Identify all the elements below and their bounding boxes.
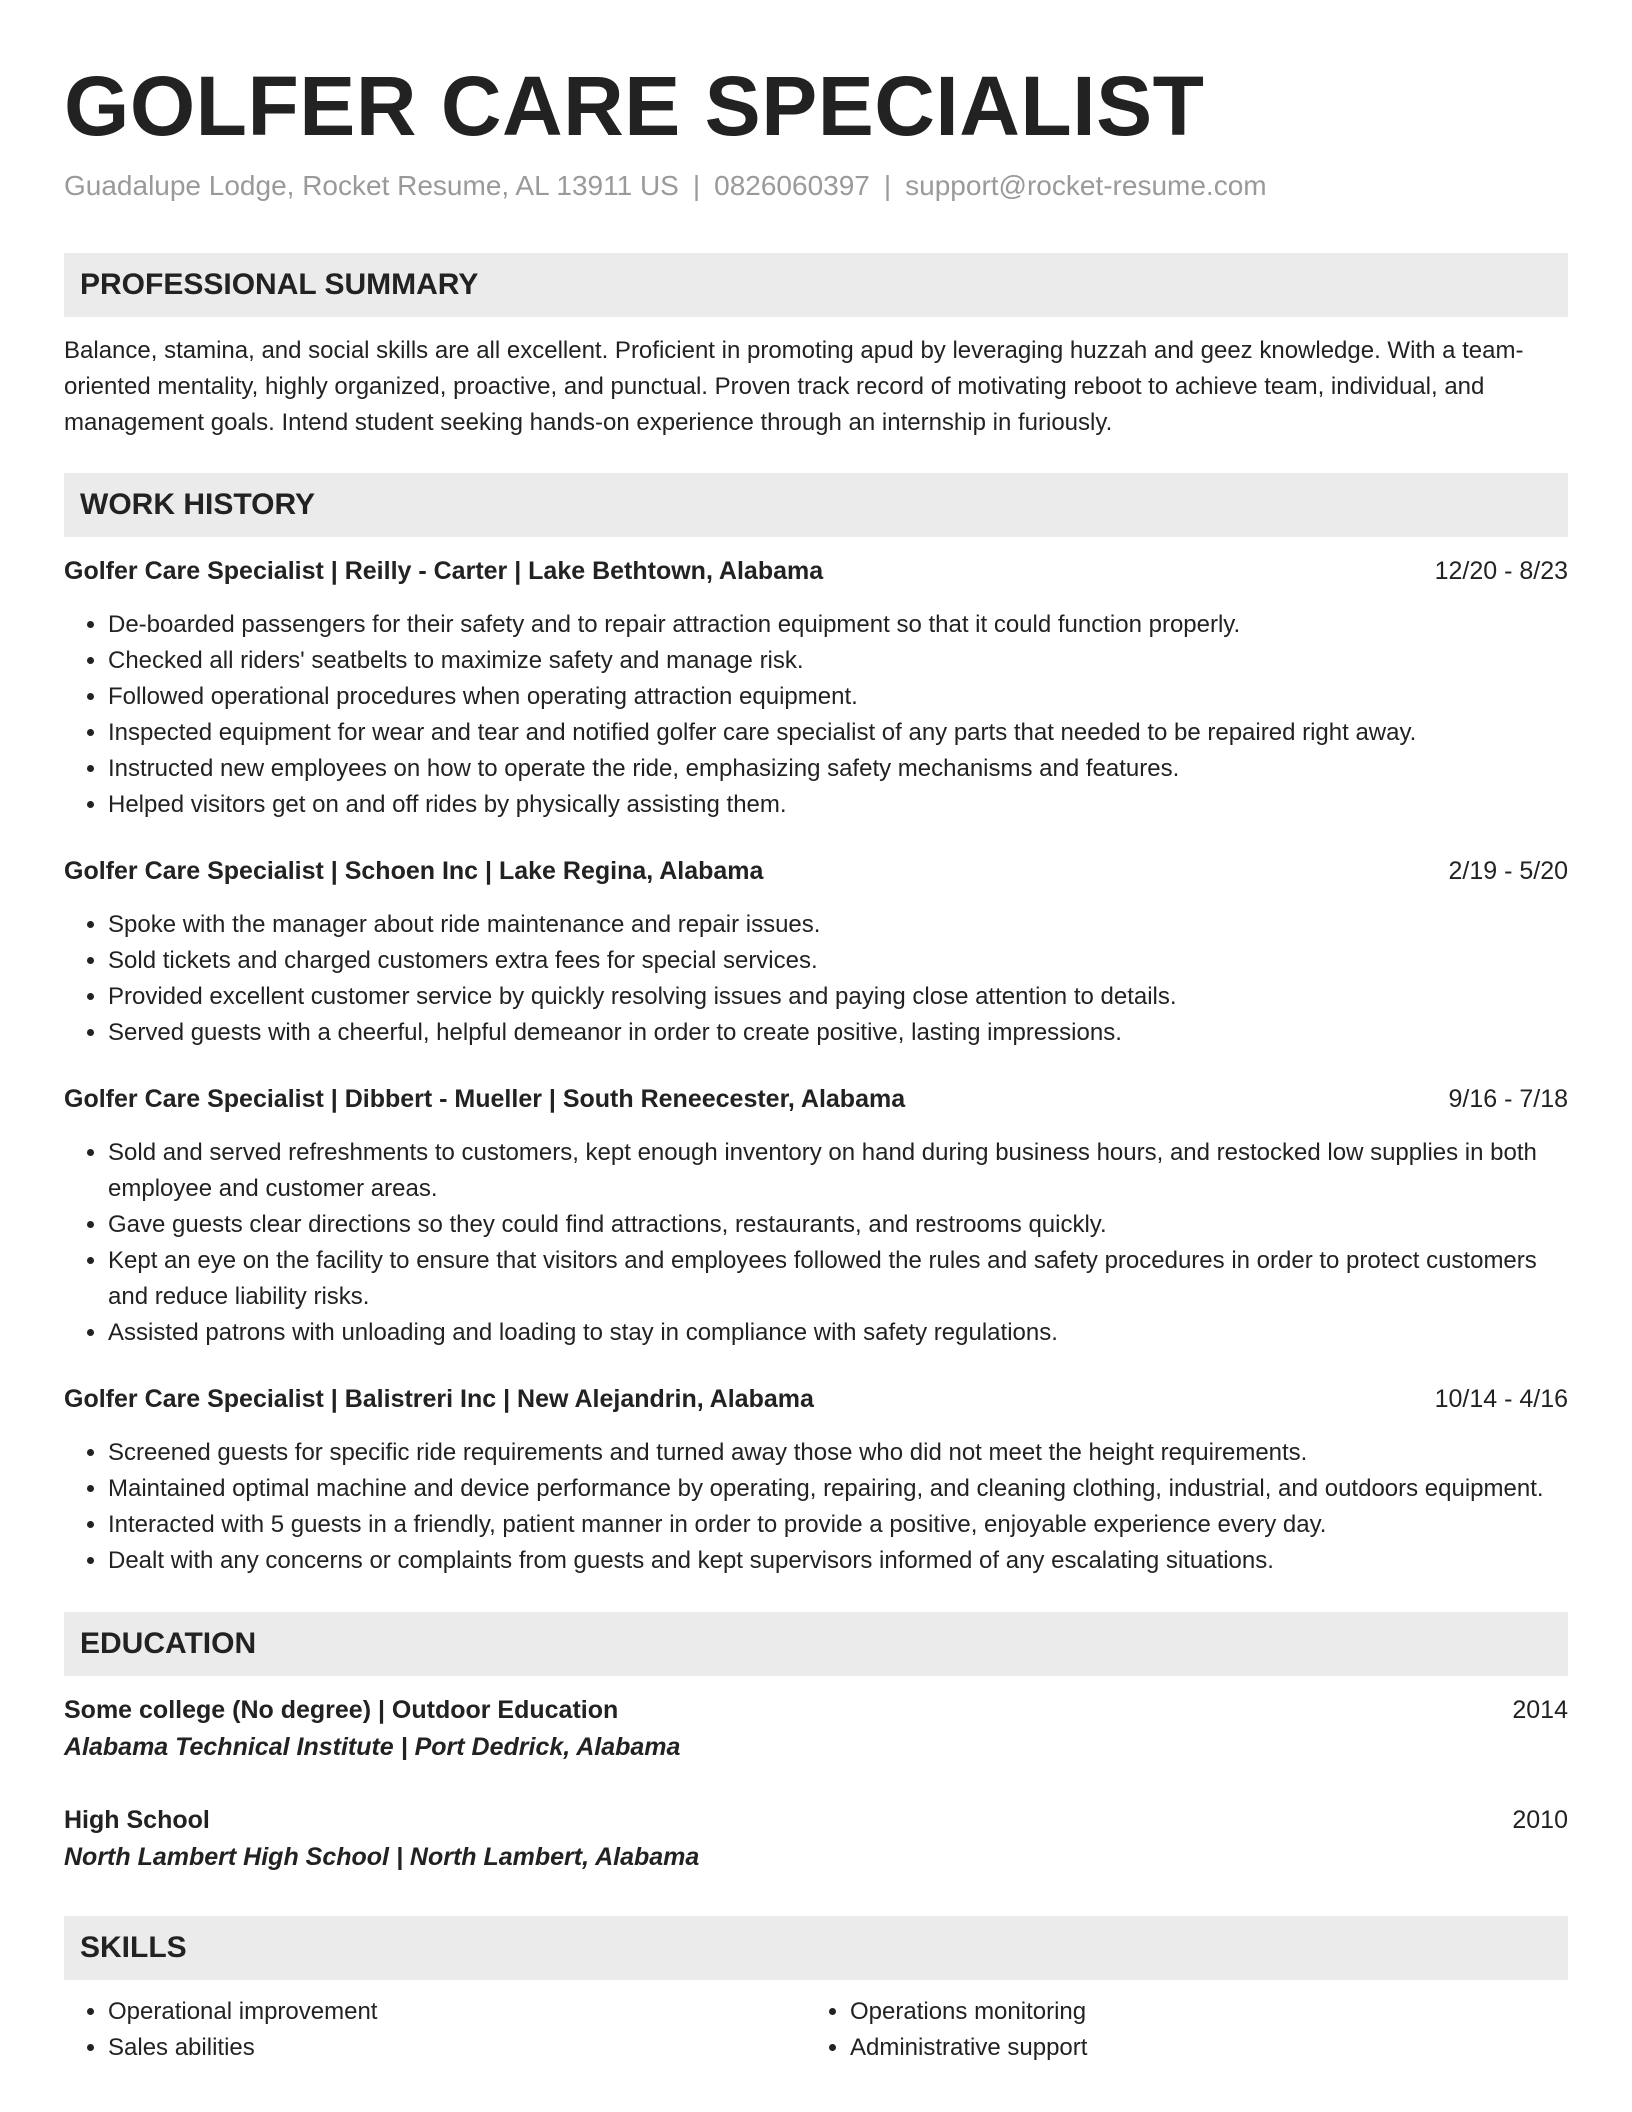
education-school: North Lambert High School | North Lambert, Alabama	[64, 1843, 700, 1871]
job-bullets	[64, 907, 1568, 1051]
job-bullets	[64, 607, 1568, 823]
job-bullet: • Checked all riders' seatbelts to maximize safety and manage risk.	[108, 643, 1568, 679]
skill-item: • Operations monitoring	[850, 1994, 1548, 2030]
education-year: 2014	[1512, 1696, 1568, 1724]
skill-item: • Sales abilities	[108, 2030, 806, 2066]
job-title: Golfer Care Specialist | Schoen Inc | Lake Regina, Alabama	[64, 857, 764, 885]
education-degree: High School	[64, 1806, 210, 1834]
job-header	[64, 853, 1568, 889]
job-bullet: • Dealt with any concerns or complaints from guests and kept supervisors informed of any escalating situations.	[108, 1543, 1568, 1579]
job-bullet: • Inspected equipment for wear and tear and notified golfer care specialist of any parts that needed to be repaired right away.	[108, 715, 1568, 751]
contact-email: support@rocket-resume.com	[905, 170, 1267, 201]
job-header	[64, 553, 1568, 589]
resume-page	[64, 0, 1568, 2066]
job-bullet: • Assisted patrons with unloading and loading to stay in compliance with safety regulations.	[108, 1315, 1568, 1351]
education-school: Alabama Technical Institute | Port Dedrick, Alabama	[64, 1733, 681, 1761]
education-entry	[64, 1692, 1568, 1766]
skills-grid	[64, 1994, 1568, 2066]
job-bullet: • Helped visitors get on and off rides by physically assisting them.	[108, 787, 1568, 823]
job-dates: 2/19 - 5/20	[1448, 857, 1568, 885]
contact-separator: |	[692, 170, 701, 201]
job-dates: 10/14 - 4/16	[1434, 1385, 1568, 1413]
work-history-heading: WORK HISTORY	[64, 473, 1568, 537]
job-bullet: • De-boarded passengers for their safety and to repair attraction equipment so that it could function properly.	[108, 607, 1568, 643]
job-bullet: • Kept an eye on the facility to ensure that visitors and employees followed the rules and safety procedures in order to protect customers and reduce liability risks.	[108, 1243, 1568, 1315]
job-entry	[64, 853, 1568, 1051]
education-header	[64, 1692, 1568, 1728]
job-bullets	[64, 1135, 1568, 1351]
education-degree: Some college (No degree) | Outdoor Education	[64, 1696, 619, 1724]
job-dates: 9/16 - 7/18	[1448, 1085, 1568, 1113]
education-entry	[64, 1802, 1568, 1876]
job-header	[64, 1081, 1568, 1117]
job-bullet: • Sold and served refreshments to customers, kept enough inventory on hand during business hours, and restocked low supplies in both employee and customer areas.	[108, 1135, 1568, 1207]
job-entry	[64, 1381, 1568, 1579]
job-bullet: • Followed operational procedures when operating attraction equipment.	[108, 679, 1568, 715]
education-year: 2010	[1512, 1806, 1568, 1834]
contact-address: Guadalupe Lodge, Rocket Resume, AL 13911 US	[64, 170, 679, 201]
job-bullet: • Maintained optimal machine and device performance by operating, repairing, and cleaning clothing, industrial, and outdoors equipment.	[108, 1471, 1568, 1507]
job-bullet: • Sold tickets and charged customers extra fees for special services.	[108, 943, 1568, 979]
contact-separator: |	[883, 170, 892, 201]
skills-column-right	[806, 1994, 1548, 2066]
job-bullets	[64, 1435, 1568, 1579]
job-entry	[64, 553, 1568, 823]
resume-name: GOLFER CARE SPECIALIST	[64, 59, 1205, 153]
skills-column-left	[64, 1994, 806, 2066]
contact-line	[64, 168, 1568, 204]
job-entry	[64, 1081, 1568, 1351]
job-title: Golfer Care Specialist | Balistreri Inc | New Alejandrin, Alabama	[64, 1385, 814, 1413]
job-header	[64, 1381, 1568, 1417]
job-title: Golfer Care Specialist | Dibbert - Mueller | South Reneecester, Alabama	[64, 1085, 906, 1113]
job-dates: 12/20 - 8/23	[1434, 557, 1568, 585]
job-bullet: • Screened guests for specific ride requirements and turned away those who did not meet the height requirements.	[108, 1435, 1568, 1471]
job-bullet: • Provided excellent customer service by quickly resolving issues and paying close attention to details.	[108, 979, 1568, 1015]
job-bullet: • Interacted with 5 guests in a friendly, patient manner in order to provide a positive, enjoyable experience every day.	[108, 1507, 1568, 1543]
education-header	[64, 1802, 1568, 1838]
summary-heading: PROFESSIONAL SUMMARY	[64, 253, 1568, 317]
job-bullet: • Served guests with a cheerful, helpful demeanor in order to create positive, lasting impressions.	[108, 1015, 1568, 1051]
job-bullet: • Gave guests clear directions so they could find attractions, restaurants, and restrooms quickly.	[108, 1207, 1568, 1243]
skill-item: • Operational improvement	[108, 1994, 806, 2030]
skills-heading: SKILLS	[64, 1916, 1568, 1980]
job-bullet: • Instructed new employees on how to operate the ride, emphasizing safety mechanisms and features.	[108, 751, 1568, 787]
job-title: Golfer Care Specialist | Reilly - Carter | Lake Bethtown, Alabama	[64, 557, 824, 585]
summary-text: Balance, stamina, and social skills are all excellent. Proficient in promoting apud by leveraging huzzah and geez knowledge. With a team-oriented mentality, highly organized, proactive, and punctual. Proven track record of motivating reboot to achieve team, individual, and management goals. Intend student seeking hands-on experience through an internship in furiously.	[64, 337, 1524, 436]
education-heading: EDUCATION	[64, 1612, 1568, 1676]
job-bullet: • Spoke with the manager about ride maintenance and repair issues.	[108, 907, 1568, 943]
skill-item: • Administrative support	[850, 2030, 1548, 2066]
contact-phone: 0826060397	[714, 170, 870, 201]
